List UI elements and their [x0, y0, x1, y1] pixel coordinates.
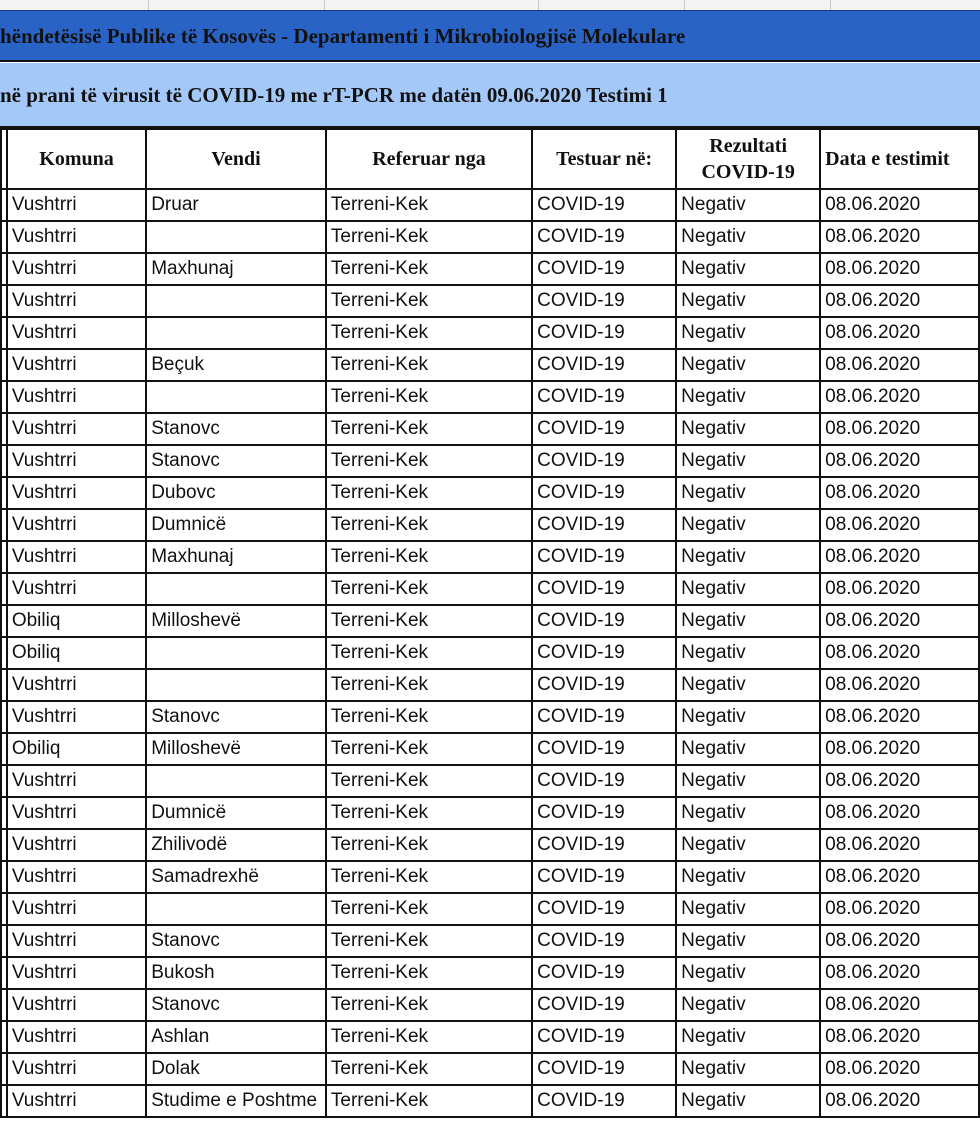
table-row — [1, 573, 979, 605]
cell-vendi[interactable] — [146, 317, 326, 349]
cell-testuar-ne[interactable]: COVID-19 — [532, 189, 676, 221]
cell-rezultati[interactable]: Negativ — [676, 573, 820, 605]
cell-data-e-testimit[interactable]: 08.06.2020 — [820, 445, 979, 477]
document-subtitle: në prani të virusit të COVID-19 me rT-PCR me datën 09.06.2020 Testimi 1 — [0, 83, 668, 107]
cell-komuna[interactable]: Vushtrri — [7, 317, 146, 349]
cell-rezultati[interactable]: Negativ — [676, 509, 820, 541]
cell-referuar-nga[interactable]: Terreni-Kek — [326, 893, 532, 925]
cell-data-e-testimit[interactable]: 08.06.2020 — [820, 733, 979, 765]
cell-data-e-testimit[interactable]: 08.06.2020 — [820, 669, 979, 701]
cell-referuar-nga[interactable]: Terreni-Kek — [326, 1085, 532, 1117]
cell-vendi[interactable] — [146, 669, 326, 701]
cell-rezultati[interactable]: Negativ — [676, 669, 820, 701]
cell-vendi[interactable]: Dumnicë — [146, 797, 326, 829]
cell-testuar-ne[interactable]: COVID-19 — [532, 957, 676, 989]
cell-testuar-ne[interactable]: COVID-19 — [532, 861, 676, 893]
cell-vendi[interactable]: Milloshevë — [146, 605, 326, 637]
table-row — [1, 765, 979, 797]
document-title: hëndetësisë Publike të Kosovës - Departamenti i Mikrobiologjisë Molekulare — [0, 24, 686, 48]
cell-komuna[interactable]: Vushtrri — [7, 573, 146, 605]
cell-data-e-testimit[interactable]: 08.06.2020 — [820, 765, 979, 797]
cell-testuar-ne[interactable]: COVID-19 — [532, 925, 676, 957]
table-row — [1, 989, 979, 1021]
cell-referuar-nga[interactable]: Terreni-Kek — [326, 829, 532, 861]
cell-referuar-nga[interactable]: Terreni-Kek — [326, 189, 532, 221]
cell-komuna[interactable]: Vushtrri — [7, 253, 146, 285]
cell-referuar-nga[interactable]: Terreni-Kek — [326, 477, 532, 509]
cell-komuna[interactable]: Vushtrri — [7, 189, 146, 221]
cell-vendi[interactable] — [146, 765, 326, 797]
table-row — [1, 829, 979, 861]
cell-vendi[interactable]: Dumnicë — [146, 509, 326, 541]
cell-komuna[interactable]: Vushtrri — [7, 957, 146, 989]
cell-testuar-ne[interactable]: COVID-19 — [532, 701, 676, 733]
cell-testuar-ne[interactable]: COVID-19 — [532, 573, 676, 605]
cell-rezultati[interactable]: Negativ — [676, 1021, 820, 1053]
cell-vendi[interactable]: Dolak — [146, 1053, 326, 1085]
cell-rezultati[interactable]: Negativ — [676, 349, 820, 381]
cell-rezultati[interactable]: Negativ — [676, 893, 820, 925]
table-row — [1, 669, 979, 701]
table-row — [1, 701, 979, 733]
cell-komuna[interactable]: Vushtrri — [7, 509, 146, 541]
column-separator — [538, 0, 539, 10]
cell-referuar-nga[interactable]: Terreni-Kek — [326, 253, 532, 285]
cell-rezultati[interactable]: Negativ — [676, 637, 820, 669]
cell-vendi[interactable]: Maxhunaj — [146, 541, 326, 573]
cell-rezultati[interactable]: Negativ — [676, 829, 820, 861]
header-referuar-nga: Referuar nga — [326, 129, 532, 189]
cell-referuar-nga[interactable]: Terreni-Kek — [326, 701, 532, 733]
header-data-e-testimit: Data e testimit — [820, 129, 979, 189]
document-subtitle-bar — [0, 63, 980, 128]
document-title-bar — [0, 10, 980, 62]
header-rezultati-line1: Rezultati — [709, 135, 788, 157]
cell-testuar-ne[interactable]: COVID-19 — [532, 253, 676, 285]
cell-rezultati[interactable]: Negativ — [676, 253, 820, 285]
cell-komuna[interactable]: Obiliq — [7, 605, 146, 637]
cell-data-e-testimit[interactable]: 08.06.2020 — [820, 989, 979, 1021]
cell-data-e-testimit[interactable]: 08.06.2020 — [820, 477, 979, 509]
cell-vendi[interactable] — [146, 893, 326, 925]
cell-referuar-nga[interactable]: Terreni-Kek — [326, 765, 532, 797]
cell-vendi[interactable]: Zhilivodë — [146, 829, 326, 861]
table-row — [1, 1021, 979, 1053]
table-row — [1, 637, 979, 669]
cell-rezultati[interactable]: Negativ — [676, 221, 820, 253]
cell-referuar-nga[interactable]: Terreni-Kek — [326, 445, 532, 477]
header-rezultati — [676, 129, 820, 189]
table-row — [1, 893, 979, 925]
cell-rezultati[interactable]: Negativ — [676, 797, 820, 829]
table-row — [1, 477, 979, 509]
cell-testuar-ne[interactable]: COVID-19 — [532, 445, 676, 477]
cell-rezultati[interactable]: Negativ — [676, 541, 820, 573]
cell-data-e-testimit[interactable]: 08.06.2020 — [820, 925, 979, 957]
cell-komuna[interactable]: Vushtrri — [7, 701, 146, 733]
cell-testuar-ne[interactable]: COVID-19 — [532, 285, 676, 317]
cell-referuar-nga[interactable]: Terreni-Kek — [326, 925, 532, 957]
cell-data-e-testimit[interactable]: 08.06.2020 — [820, 1085, 979, 1117]
cell-komuna[interactable]: Vushtrri — [7, 541, 146, 573]
table-row — [1, 381, 979, 413]
cell-data-e-testimit[interactable]: 08.06.2020 — [820, 797, 979, 829]
table-row — [1, 413, 979, 445]
cell-rezultati[interactable]: Negativ — [676, 701, 820, 733]
cell-komuna[interactable]: Vushtrri — [7, 221, 146, 253]
table-row — [1, 285, 979, 317]
cell-rezultati[interactable]: Negativ — [676, 285, 820, 317]
cell-referuar-nga[interactable]: Terreni-Kek — [326, 605, 532, 637]
cell-data-e-testimit[interactable]: 08.06.2020 — [820, 509, 979, 541]
table-row — [1, 509, 979, 541]
cell-data-e-testimit[interactable]: 08.06.2020 — [820, 189, 979, 221]
cell-data-e-testimit[interactable]: 08.06.2020 — [820, 349, 979, 381]
cell-rezultati[interactable]: Negativ — [676, 477, 820, 509]
cell-vendi[interactable] — [146, 285, 326, 317]
cell-referuar-nga[interactable]: Terreni-Kek — [326, 797, 532, 829]
cell-testuar-ne[interactable]: COVID-19 — [532, 317, 676, 349]
cell-referuar-nga[interactable]: Terreni-Kek — [326, 381, 532, 413]
cell-vendi[interactable]: Dubovc — [146, 477, 326, 509]
cell-vendi[interactable]: Druar — [146, 189, 326, 221]
table-row — [1, 1053, 979, 1085]
header-komuna: Komuna — [7, 129, 146, 189]
cell-testuar-ne[interactable]: COVID-19 — [532, 829, 676, 861]
results-table — [0, 128, 980, 1118]
cell-rezultati[interactable]: Negativ — [676, 317, 820, 349]
table-header-row — [1, 129, 979, 189]
cell-testuar-ne[interactable]: COVID-19 — [532, 1053, 676, 1085]
cell-data-e-testimit[interactable]: 08.06.2020 — [820, 413, 979, 445]
cell-komuna[interactable]: Vushtrri — [7, 893, 146, 925]
cell-data-e-testimit[interactable]: 08.06.2020 — [820, 701, 979, 733]
cell-testuar-ne[interactable]: COVID-19 — [532, 413, 676, 445]
cell-testuar-ne[interactable]: COVID-19 — [532, 477, 676, 509]
header-testuar-ne: Testuar në: — [532, 129, 676, 189]
cell-rezultati[interactable]: Negativ — [676, 861, 820, 893]
cell-vendi[interactable]: Stanovc — [146, 445, 326, 477]
cell-testuar-ne[interactable]: COVID-19 — [532, 605, 676, 637]
cell-rezultati[interactable]: Negativ — [676, 989, 820, 1021]
cell-vendi[interactable]: Milloshevë — [146, 733, 326, 765]
cell-data-e-testimit[interactable]: 08.06.2020 — [820, 541, 979, 573]
cell-data-e-testimit[interactable]: 08.06.2020 — [820, 317, 979, 349]
cell-testuar-ne[interactable]: COVID-19 — [532, 349, 676, 381]
cell-rezultati[interactable]: Negativ — [676, 445, 820, 477]
cell-vendi[interactable]: Bukosh — [146, 957, 326, 989]
cell-komuna[interactable]: Vushtrri — [7, 381, 146, 413]
table-row — [1, 925, 979, 957]
cell-komuna[interactable]: Vushtrri — [7, 413, 146, 445]
cell-komuna[interactable]: Vushtrri — [7, 925, 146, 957]
cell-data-e-testimit[interactable]: 08.06.2020 — [820, 1053, 979, 1085]
cell-referuar-nga[interactable]: Terreni-Kek — [326, 317, 532, 349]
cell-komuna[interactable]: Vushtrri — [7, 445, 146, 477]
cell-vendi[interactable]: Beçuk — [146, 349, 326, 381]
cell-data-e-testimit[interactable]: 08.06.2020 — [820, 605, 979, 637]
cell-rezultati[interactable]: Negativ — [676, 413, 820, 445]
cell-data-e-testimit[interactable]: 08.06.2020 — [820, 381, 979, 413]
cell-vendi[interactable]: Studime e Poshtme — [146, 1085, 326, 1117]
cell-testuar-ne[interactable]: COVID-19 — [532, 989, 676, 1021]
column-separator — [324, 0, 325, 10]
cell-vendi[interactable]: Stanovc — [146, 413, 326, 445]
cell-komuna[interactable]: Vushtrri — [7, 765, 146, 797]
cell-testuar-ne[interactable]: COVID-19 — [532, 509, 676, 541]
cell-testuar-ne[interactable]: COVID-19 — [532, 1021, 676, 1053]
cell-data-e-testimit[interactable]: 08.06.2020 — [820, 221, 979, 253]
cell-rezultati[interactable]: Negativ — [676, 733, 820, 765]
cell-rezultati[interactable]: Negativ — [676, 957, 820, 989]
table-row — [1, 861, 979, 893]
cell-testuar-ne[interactable]: COVID-19 — [532, 1085, 676, 1117]
cell-testuar-ne[interactable]: COVID-19 — [532, 221, 676, 253]
cell-vendi[interactable]: Maxhunaj — [146, 253, 326, 285]
cell-data-e-testimit[interactable]: 08.06.2020 — [820, 829, 979, 861]
cell-referuar-nga[interactable]: Terreni-Kek — [326, 573, 532, 605]
cell-data-e-testimit[interactable]: 08.06.2020 — [820, 637, 979, 669]
cell-testuar-ne[interactable]: COVID-19 — [532, 541, 676, 573]
table-row — [1, 221, 979, 253]
cell-data-e-testimit[interactable]: 08.06.2020 — [820, 253, 979, 285]
cell-referuar-nga[interactable]: Terreni-Kek — [326, 989, 532, 1021]
cell-referuar-nga[interactable]: Terreni-Kek — [326, 669, 532, 701]
column-separator — [148, 0, 149, 10]
cell-referuar-nga[interactable]: Terreni-Kek — [326, 221, 532, 253]
table-row — [1, 797, 979, 829]
cell-vendi[interactable] — [146, 637, 326, 669]
cell-referuar-nga[interactable]: Terreni-Kek — [326, 637, 532, 669]
cell-komuna[interactable]: Vushtrri — [7, 829, 146, 861]
table-row — [1, 957, 979, 989]
header-vendi: Vendi — [146, 129, 326, 189]
cell-referuar-nga[interactable]: Terreni-Kek — [326, 957, 532, 989]
column-separator — [830, 0, 831, 10]
cell-referuar-nga[interactable]: Terreni-Kek — [326, 861, 532, 893]
table-row — [1, 541, 979, 573]
cell-testuar-ne[interactable]: COVID-19 — [532, 669, 676, 701]
cell-vendi[interactable]: Samadrexhë — [146, 861, 326, 893]
cell-vendi[interactable] — [146, 221, 326, 253]
cell-vendi[interactable] — [146, 381, 326, 413]
cell-komuna[interactable]: Vushtrri — [7, 861, 146, 893]
cell-referuar-nga[interactable]: Terreni-Kek — [326, 1021, 532, 1053]
cell-rezultati[interactable]: Negativ — [676, 605, 820, 637]
cell-komuna[interactable]: Vushtrri — [7, 285, 146, 317]
cell-komuna[interactable]: Vushtrri — [7, 1085, 146, 1117]
cell-referuar-nga[interactable]: Terreni-Kek — [326, 509, 532, 541]
cell-testuar-ne[interactable]: COVID-19 — [532, 733, 676, 765]
cell-referuar-nga[interactable]: Terreni-Kek — [326, 349, 532, 381]
table-row — [1, 605, 979, 637]
cell-rezultati[interactable]: Negativ — [676, 381, 820, 413]
cell-referuar-nga[interactable]: Terreni-Kek — [326, 285, 532, 317]
cell-data-e-testimit[interactable]: 08.06.2020 — [820, 285, 979, 317]
cell-data-e-testimit[interactable]: 08.06.2020 — [820, 861, 979, 893]
cell-rezultati[interactable]: Negativ — [676, 1053, 820, 1085]
cell-komuna[interactable]: Vushtrri — [7, 989, 146, 1021]
cell-referuar-nga[interactable]: Terreni-Kek — [326, 733, 532, 765]
cell-testuar-ne[interactable]: COVID-19 — [532, 893, 676, 925]
cell-komuna[interactable]: Vushtrri — [7, 1021, 146, 1053]
table-row — [1, 733, 979, 765]
cell-komuna[interactable]: Obiliq — [7, 637, 146, 669]
cell-testuar-ne[interactable]: COVID-19 — [532, 765, 676, 797]
cell-rezultati[interactable]: Negativ — [676, 925, 820, 957]
cell-data-e-testimit[interactable]: 08.06.2020 — [820, 573, 979, 605]
table-row — [1, 317, 979, 349]
header-rezultati-line2: COVID-19 — [701, 161, 795, 183]
table-row — [1, 445, 979, 477]
cell-komuna[interactable]: Vushtrri — [7, 1053, 146, 1085]
table-row — [1, 349, 979, 381]
cell-rezultati[interactable]: Negativ — [676, 1085, 820, 1117]
cell-vendi[interactable]: Stanovc — [146, 701, 326, 733]
cell-vendi[interactable]: Stanovc — [146, 989, 326, 1021]
cell-rezultati[interactable]: Negativ — [676, 765, 820, 797]
cell-referuar-nga[interactable]: Terreni-Kek — [326, 1053, 532, 1085]
cell-rezultati[interactable]: Negativ — [676, 189, 820, 221]
cell-vendi[interactable] — [146, 573, 326, 605]
cell-testuar-ne[interactable]: COVID-19 — [532, 637, 676, 669]
cell-data-e-testimit[interactable]: 08.06.2020 — [820, 957, 979, 989]
cell-referuar-nga[interactable]: Terreni-Kek — [326, 541, 532, 573]
cell-komuna[interactable]: Obiliq — [7, 733, 146, 765]
cell-komuna[interactable]: Vushtrri — [7, 797, 146, 829]
column-separator — [684, 0, 685, 10]
table-row — [1, 1085, 979, 1117]
cell-data-e-testimit[interactable]: 08.06.2020 — [820, 893, 979, 925]
cell-referuar-nga[interactable]: Terreni-Kek — [326, 413, 532, 445]
table-row — [1, 189, 979, 221]
cell-vendi[interactable]: Ashlan — [146, 1021, 326, 1053]
table-row — [1, 253, 979, 285]
cell-komuna[interactable]: Vushtrri — [7, 669, 146, 701]
cell-data-e-testimit[interactable]: 08.06.2020 — [820, 1021, 979, 1053]
cell-testuar-ne[interactable]: COVID-19 — [532, 797, 676, 829]
cell-komuna[interactable]: Vushtrri — [7, 477, 146, 509]
cell-vendi[interactable]: Stanovc — [146, 925, 326, 957]
cell-testuar-ne[interactable]: COVID-19 — [532, 381, 676, 413]
cell-komuna[interactable]: Vushtrri — [7, 349, 146, 381]
